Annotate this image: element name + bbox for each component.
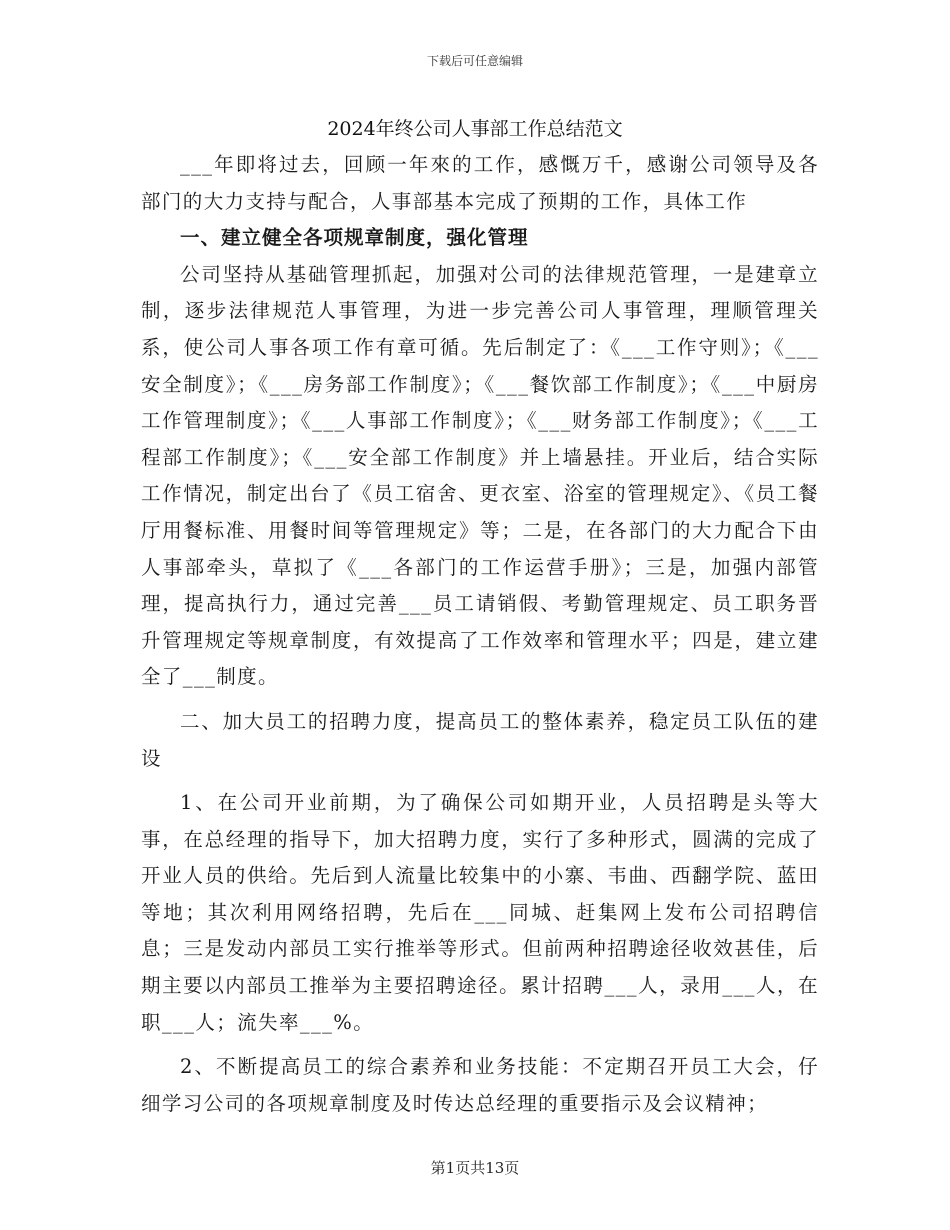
page-header-note: 下载后可任意编辑 xyxy=(426,54,523,68)
section-2-item-1: 1、在公司开业前期，为了确保公司如期开业，人员招聘是头等大事，在总经理的指导下，加大招聘力度，实行了多种形式，圆满的完成了开业人员的供给。先后到人流量比较集中的小寨、韦曲、西翻学院、蓝田等地；其次利用网络招聘，先后在___同城、赶集网上发布公司招聘信息；三是发动内部员工实行推举等形式。但前两种招聘途径收效甚佳，后期主要以内部员工推举为主要招聘途径。累计招聘___人，录用___人，在职___人；流失率___%。 xyxy=(141,791,819,1034)
section-heading-1: 一、建立健全各项规章制度，强化管理 xyxy=(180,226,529,250)
page-number: 第1页共13页 xyxy=(430,1159,520,1177)
document-body xyxy=(141,147,819,1122)
intro-paragraph: ___年即将过去，回顾一年來的工作，感慨万千，感谢公司领导及各部门的大力支持与配合，人事部基本完成了预期的工作，具体工作 xyxy=(141,153,819,213)
section-1-paragraph: 公司坚持从基础管理抓起，加强对公司的法律规范管理，一是建章立制，逐步法律规范人事管理，为进一步完善公司人事管理，理顺管理关系，使公司人事各项工作有章可循。先后制定了：《___工作守则》；《___安全制度》；《___房务部工作制度》；《___餐饮部工作制度》；《___中厨房工作管理制度》；《___人事部工作制度》；《___财务部工作制度》；《___工程部工作制度》；《___安全部工作制度》并上墙悬挂。开业后，结合实际工作情况，制定出台了《员工宿舍、更衣室、浴室的管理规定》、《员工餐厅用餐标准、用餐时间等管理规定》等；二是，在各部门的大力配合下由人事部牵头，草拟了《___各部门的工作运营手册》；三是，加强内部管理，提高执行力，通过完善___员工请销假、考勤管理规定、员工职务晋升管理规定等规章制度，有效提高了工作效率和管理水平；四是，建立建全了___制度。 xyxy=(141,262,819,689)
section-heading-2: 二、加大员工的招聘力度，提高员工的整体素养，稳定员工队伍的建设 xyxy=(141,709,819,770)
section-2-item-2: 2、不断提高员工的综合素养和业务技能：不定期召开员工大会，仔细学习公司的各项规章制度及时传达总经理的重要指示及会议精神； xyxy=(141,1055,819,1115)
document-title: 2024年终公司人事部工作总结范文 xyxy=(327,118,623,140)
